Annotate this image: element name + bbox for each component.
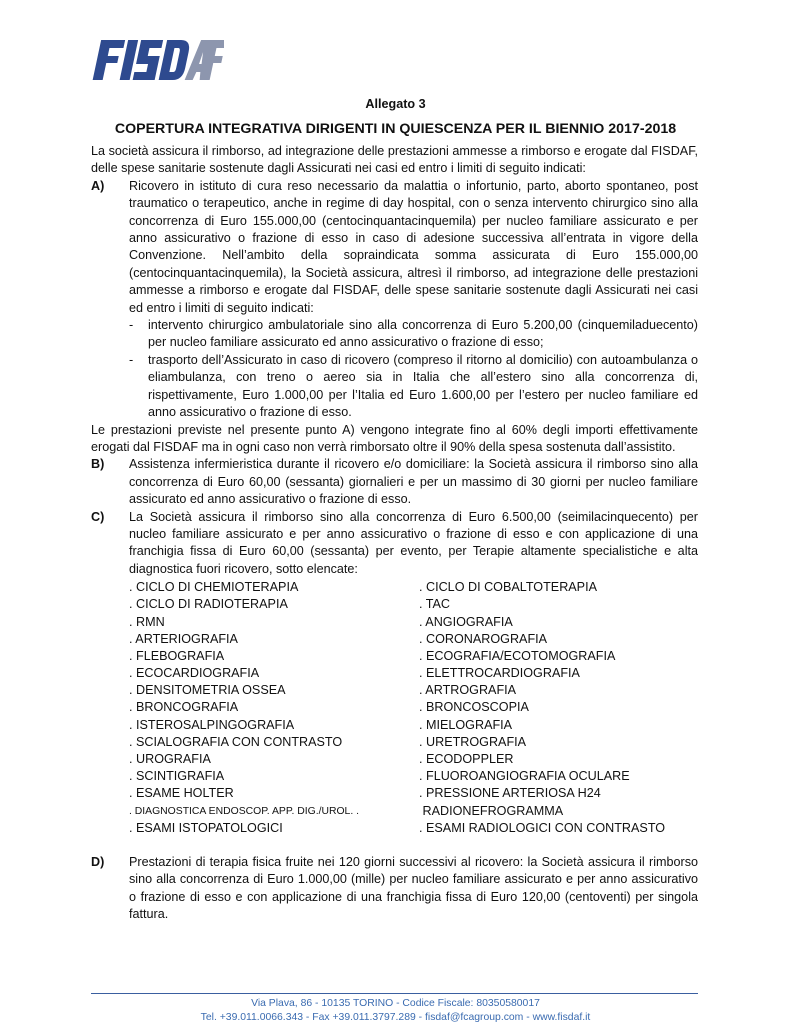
section-b — [91, 456, 698, 508]
list-item: . TAC — [419, 597, 451, 612]
list-item: . SCINTIGRAFIA — [129, 769, 225, 784]
list-item: . DENSITOMETRIA OSSEA — [129, 683, 286, 698]
allegato-label: Allegato 3 — [365, 97, 426, 111]
list-item: . FLUOROANGIOGRAFIA OCULARE — [419, 769, 630, 784]
list-item: . ESAMI RADIOLOGICI CON CONTRASTO — [419, 820, 666, 835]
list-item: . PRESSIONE ARTERIOSA H24 — [419, 786, 601, 801]
footer-address: Via Plava, 86 - 10135 TORINO - Codice Fiscale: 80350580017 — [251, 998, 540, 1009]
list-item: . FLEBOGRAFIA — [129, 648, 225, 663]
section-a — [91, 178, 698, 422]
list-item: . RMN — [129, 614, 165, 629]
intro-paragraph: La società assicura il rimborso, ad integrazione delle prestazioni ammesse a rimborso e erogate dal FISDAF, delle spese sanitarie sostenute dagli Assicurati nei casi ed entro i limiti di seguito indicati: — [91, 144, 698, 176]
list-item: . DIAGNOSTICA ENDOSCOP. APP. DIG./UROL. . — [129, 805, 360, 817]
list-item: . SCIALOGRAFIA CON CONTRASTO — [129, 734, 343, 749]
section-a-bullet — [129, 317, 698, 352]
document-title: COPERTURA INTEGRATIVA DIRIGENTI IN QUIESCENZA PER IL BIENNIO 2017-2018 — [114, 121, 677, 137]
list-item: . ISTEROSALPINGOGRAFIA — [129, 717, 295, 732]
section-d-label: D) — [91, 854, 105, 869]
list-item: RADIONEFROGRAMMA — [419, 803, 564, 818]
list-item: . ARTROGRAFIA — [419, 683, 517, 698]
list-item: . MIELOGRAFIA — [419, 717, 513, 732]
list-item: . ESAME HOLTER — [129, 786, 234, 801]
list-item: . ECOGRAFIA/ECOTOMOGRAFIA — [419, 648, 616, 663]
list-item: . ARTERIOGRAFIA — [129, 631, 238, 646]
list-item: . CICLO DI COBALTOTERAPIA — [419, 580, 597, 595]
list-item: . ECOCARDIOGRAFIA — [129, 666, 260, 681]
footer-divider — [91, 993, 698, 994]
section-c-text: La Società assicura il rimborso sino alla concorrenza di Euro 6.500,00 (seimilacinquecento) per nucleo familiare assicurato e per anno assicurativo o frazione di esso e con applicazione di una franchigia fissa di Euro 60,00 (sessanta) per evento, per Terapie altamente specialistiche e alta diagnostica fuori ricovero, sotto elencate: — [129, 509, 698, 576]
section-a-text: Ricovero in istituto di cura reso necessario da malattia o infortunio, parto, aborto spontaneo, post traumatico o terapeutico, anche in regime di day hospital, con o senza intervento chirurgico sino alla concorrenza di Euro 155.000,00 (centocinquantacinquemila) per nucleo familiare assicurato e per anno assicurativo o frazione di esso in caso di adesione successiva all’entrata in vigore della Convenzione. Nell’ambito della sopraindicata somma assicurata di Euro 155.000,00 (centocinquantacinquemila), la Società assicura, altresì il rimborso, ad integrazione delle prestazioni ammesse a rimborso e erogate dal FISDAF, delle spese sanitarie sostenute dagli Assicurati nei casi ed entro i limiti di seguito indicati: — [129, 178, 698, 315]
section-d — [91, 854, 698, 924]
section-d-text: Prestazioni di terapia fisica fruite nei 120 giorni successivi al ricovero: la Società assicura il rimborso sino alla concorrenza di Euro 1.000,00 (mille) per nucleo familiare assicurato e per anno assicurativo o frazione di esso e con applicazione di una franchigia fissa di Euro 120,00 (centoventi) per singola fattura. — [129, 854, 698, 922]
bullet-mark: - — [129, 352, 134, 367]
section-c-label: C) — [91, 509, 105, 524]
diagnostics-list — [129, 579, 698, 837]
list-item: . UROGRAFIA — [129, 752, 211, 767]
document-body — [91, 143, 698, 924]
list-item: . ANGIOGRAFIA — [419, 614, 513, 629]
list-item: . BRONCOSCOPIA — [419, 700, 529, 715]
list-item: . CICLO DI CHEMIOTERAPIA — [129, 580, 299, 595]
bullet-text: trasporto dell’Assicurato in caso di ricovero (compreso il ritorno al domicilio) con autoambulanza o eliambulanza, con treno o aereo sia in Italia che all’estero sino alla concorrenza di, rispettivamente, Euro 1.000,00 per l’Italia ed Euro 1.600,00 per l’estero per nucleo familiare ed anno assicurativo o frazione di esso. — [148, 352, 698, 420]
section-a-label: A) — [91, 178, 105, 193]
list-item: . BRONCOGRAFIA — [129, 700, 239, 715]
section-b-label: B) — [91, 457, 105, 472]
fisdaf-logo — [92, 36, 224, 84]
list-item: . CORONAROGRAFIA — [419, 631, 548, 646]
bullet-text: intervento chirurgico ambulatoriale sino alla concorrenza di Euro 5.200,00 (cinquemiladuecento) per nucleo familiare assicurato ed anno assicurativo o frazione di esso; — [148, 318, 698, 350]
list-item: . ESAMI ISTOPATOLOGICI — [129, 820, 283, 835]
list-item: . ECODOPPLER — [419, 752, 514, 767]
list-item: . ELETTROCARDIOGRAFIA — [419, 666, 580, 681]
list-item: . URETROGRAFIA — [419, 734, 527, 749]
section-b-text: Assistenza infermieristica durante il ricovero e/o domiciliare: la Società assicura il rimborso sino alla concorrenza di Euro 60,00 (sessanta) giornalieri e per un massimo di 30 giorni per nucleo familiare assicurato ed anno assicurativo o frazione di esso. — [129, 457, 698, 507]
footer-contacts: Tel. +39.011.0066.343 - Fax +39.011.3797.289 - fisdaf@fcagroup.com - www.fisdaf.it — [200, 1012, 591, 1023]
list-item: . CICLO DI RADIOTERAPIA — [129, 597, 288, 612]
section-c — [91, 509, 698, 837]
section-a-bullet — [129, 352, 698, 422]
bullet-mark: - — [129, 318, 134, 333]
note-a-paragraph: Le prestazioni previste nel presente punto A) vengono integrate fino al 60% degli importi effettivamente erogati dal FISDAF ma in ogni caso non verrà rimborsato oltre il 90% della spesa sostenuta dall’assistito. — [91, 422, 698, 454]
